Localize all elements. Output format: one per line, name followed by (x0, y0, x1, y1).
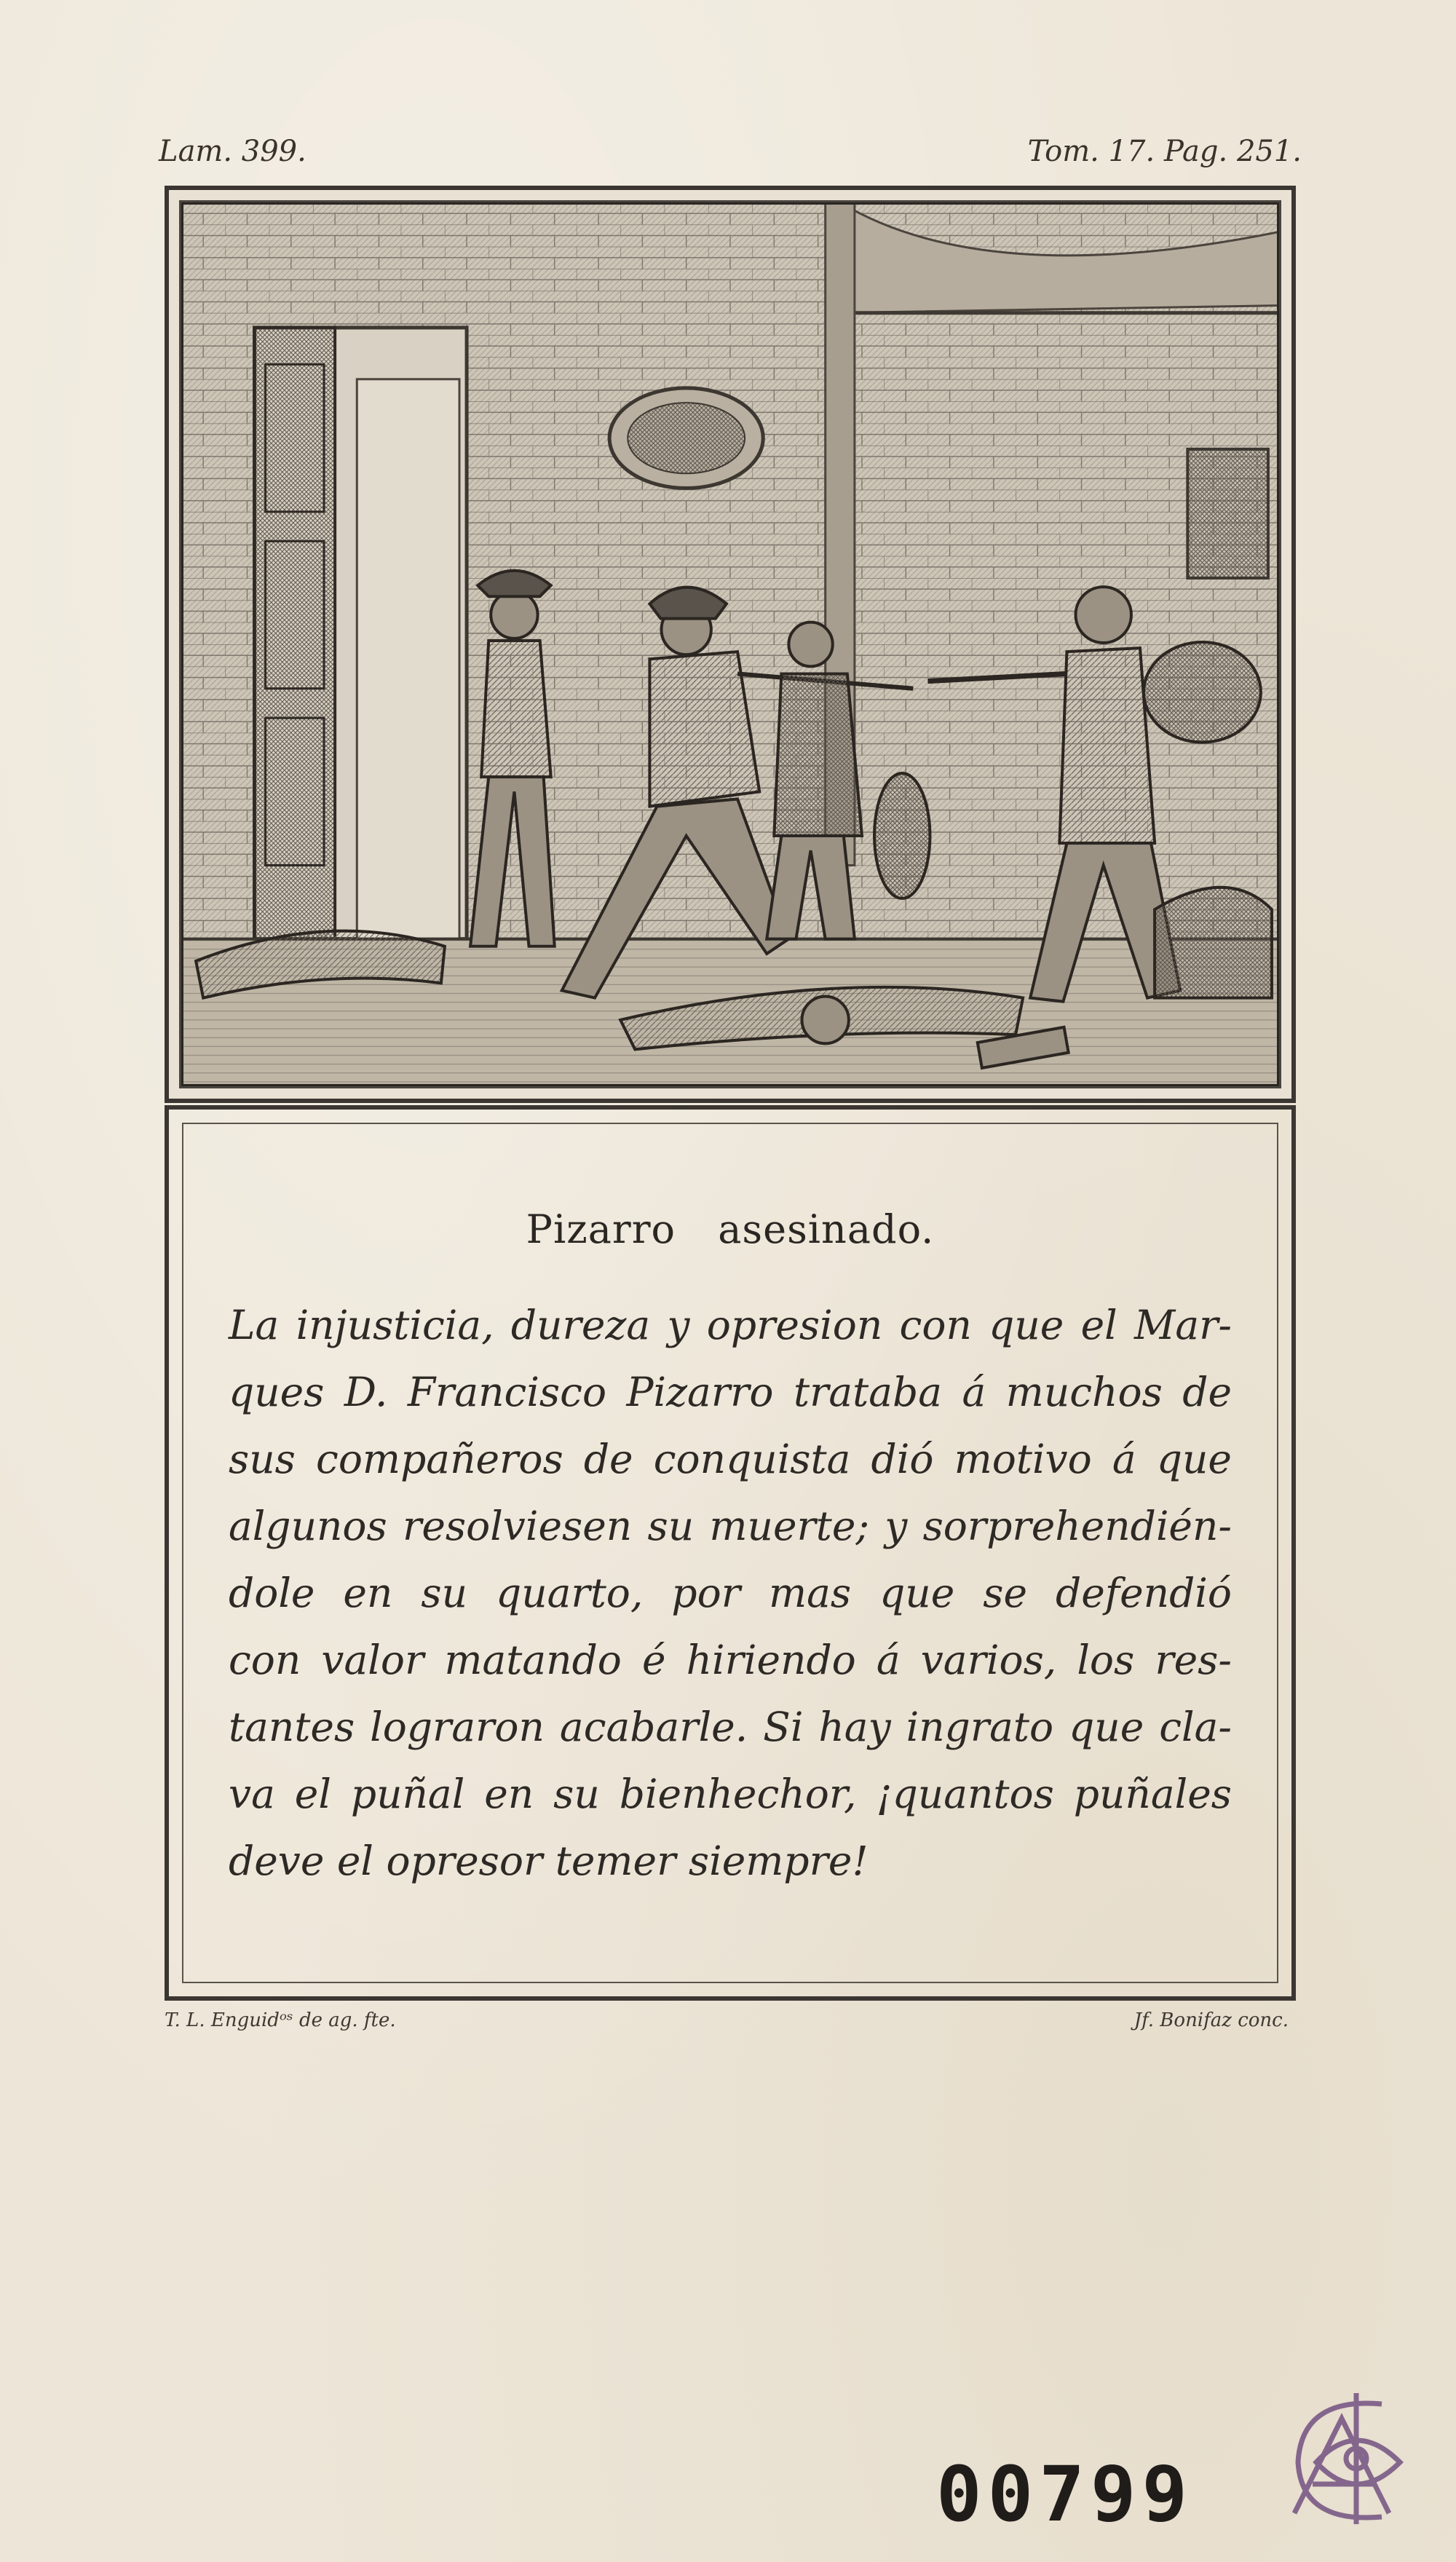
caption-line: ques D. Francisco Pizarro trataba á muchos de (229, 1369, 1232, 1415)
caption-line: sus compañeros de conquista dió motivo á que (229, 1436, 1232, 1482)
monogram-stamp-icon (1273, 2375, 1440, 2542)
engraving-illustration (179, 200, 1281, 1088)
engraver-credit: T. L. Enguidᵒˢ de ag. fte. (165, 2009, 396, 2031)
caption-line: va el puñal en su bienhechor, ¡quantos puñales (229, 1771, 1232, 1817)
caption-line: tantes lograron acabarle. Si hay ingrato que cla- (229, 1704, 1232, 1750)
finisher-credit: Jf. Bonifaz conc. (1133, 2009, 1289, 2031)
caption-line: dole en su quarto, por mas que se defendió (229, 1570, 1232, 1616)
plate-title: Pizarro asesinado. (526, 1206, 935, 1252)
caption-line: algunos resolviesen su muerte; y sorprehendién- (229, 1503, 1232, 1549)
caption-text (229, 1292, 1232, 1894)
inventory-number: 00799 (936, 2450, 1194, 2539)
caption-line: con valor matando é hiriendo á varios, los res- (229, 1637, 1232, 1683)
volume-page-reference: Tom. 17. Pag. 251. (1027, 135, 1302, 168)
caption-box (165, 1105, 1296, 2001)
caption-inner-border (182, 1123, 1278, 1983)
caption-line: deve el opresor temer siempre! (229, 1838, 869, 1884)
caption-line: La injusticia, dureza y opresion con que el Mar- (229, 1302, 1232, 1348)
illustration-frame (165, 186, 1296, 1103)
engraving-assassination-scene-icon (181, 202, 1279, 1086)
plate-number: Lam. 399. (159, 135, 306, 168)
